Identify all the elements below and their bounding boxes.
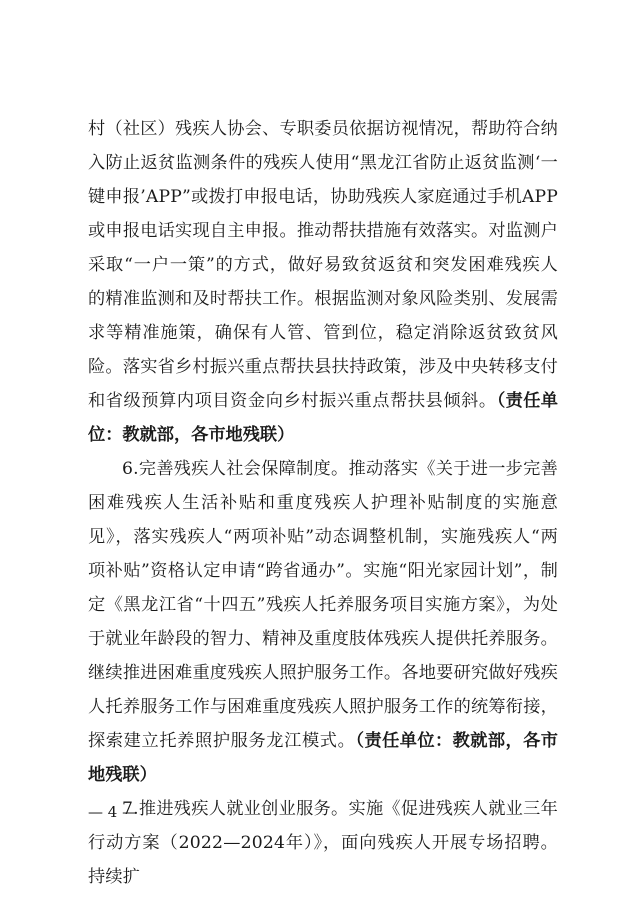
- paragraph-3-text: 7.推进残疾人就业创业服务。实施《促进残疾人就业三年行动方案（2022—2024年）》，面向残疾人开展专场招聘。持续扩: [88, 799, 558, 887]
- paragraph-1-text: 村（社区）残疾人协会、专职委员依据访视情况，帮助符合纳入防止返贫监测条件的残疾人使用“黑龙江省防止返贫监测‘一键申报’APP”或拨打申报电话，协助残疾人家庭通过手机APP或申报电话实现自主申报。推动帮扶措施有效落实。对监测户采取“一户一策”的方式，做好易致贫返贫和突发困难残疾人的精准监测和及时帮扶工作。根据监测对象风险类别、发展需求等精准施策，确保有人管、管到位，稳定消除返贫致贫风险。落实省乡村振兴重点帮扶县扶持政策，涉及中央转移支付和省级预算内项目资金向乡村振兴重点帮扶县倾斜。: [88, 119, 558, 411]
- paragraph-2-responsibility: （责任单位：教就部，各市地残联）: [88, 731, 558, 785]
- paragraph-2: [88, 452, 558, 792]
- document-body: [88, 112, 558, 894]
- page-number: — 4 —: [88, 803, 138, 821]
- paragraph-1: [88, 112, 558, 452]
- paragraph-2-text: 6.完善残疾人社会保障制度。推动落实《关于进一步完善困难残疾人生活补贴和重度残疾人护理补贴制度的实施意见》，落实残疾人“两项补贴”动态调整机制，实施残疾人“两项补贴”资格认定申请“跨省通办”。实施“阳光家园计划”，制定《黑龙江省“十四五”残疾人托养服务项目实施方案》，为处于就业年龄段的智力、精神及重度肢体残疾人提供托养服务。继续推进困难重度残疾人照护服务工作。各地要研究做好残疾人托养服务工作与困难重度残疾人照护服务工作的统筹衔接，探索建立托养照护服务龙江模式。: [88, 459, 558, 751]
- paragraph-3: [88, 792, 558, 894]
- paragraph-1-responsibility: （责任单位：教就部，各市地残联）: [88, 391, 558, 445]
